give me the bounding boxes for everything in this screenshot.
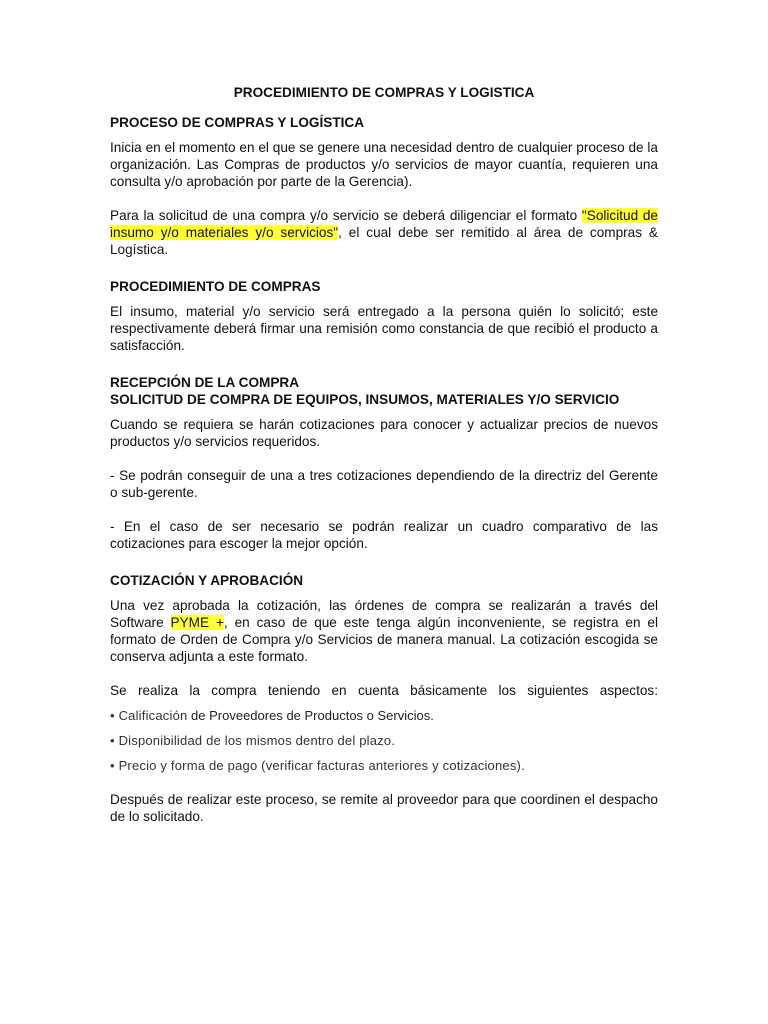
paragraph-inicia: Inicia en el momento en el que se genere una necesidad dentro de cualquier proceso de la organización. Las Compras de productos y/o servicios de mayor cuantía, requieren una consulta y/o aprobación por parte de la Gerencia). — [110, 140, 658, 189]
paragraph-solicitud — [110, 207, 658, 258]
paragraph-aspectos: Se realiza la compra teniendo en cuenta básicamente los siguientes aspectos: — [110, 683, 658, 698]
highlighted-software-name: PYME + — [170, 615, 224, 630]
section-heading-procedimiento: PROCEDIMIENTO DE COMPRAS — [110, 279, 321, 294]
list-item-calificacion-lead: • Calificación — [110, 708, 188, 723]
paragraph-ordenes-compra — [110, 597, 658, 665]
paragraph-cuadro-comparativo: - En el caso de ser necesario se podrán realizar un cuadro comparativo de las cotizaciones para escoger la mejor opción. — [110, 519, 658, 551]
paragraph-cotizaciones: Cuando se requiera se harán cotizaciones para conocer y actualizar precios de nuevos productos y/o servicios requeridos. — [110, 417, 658, 449]
highlighted-form-name: "Solicitud de insumo y/o materiales y/o servicios" — [110, 208, 658, 240]
document-title: PROCEDIMIENTO DE COMPRAS Y LOGISTICA — [233, 85, 535, 100]
list-item-disponibilidad: • Disponibilidad de los mismos dentro del plazo. — [110, 733, 396, 748]
list-item-precio: • Precio y forma de pago (verificar facturas anteriores y cotizaciones). — [110, 758, 525, 773]
section-heading-cotizacion: COTIZACIÓN Y APROBACIÓN — [110, 573, 304, 588]
paragraph-ordenes-end: , en caso de que este tenga algún inconveniente, se registra en el formato de Orden de Compra y/o Servicios de manera manual. La cotización escogida se conserva adjunta a este formato. — [110, 615, 659, 664]
section-heading-recepcion: RECEPCIÓN DE LA COMPRA — [110, 375, 300, 390]
paragraph-despacho: Después de realizar este proceso, se remite al proveedor para que coordinen el despacho de lo solicitado. — [110, 792, 658, 824]
paragraph-insumo: El insumo, material y/o servicio será entregado a la persona quién lo solicitó; este respectivamente deberá firmar una remisión como constancia de que recibió el producto a satisfacción. — [110, 304, 658, 353]
document-body — [110, 84, 658, 825]
paragraph-ordenes-start: Una vez aprobada la cotización, las órdenes de compra se realizarán a través del Software — [110, 598, 658, 630]
paragraph-solicitud-end: , el cual debe ser remitido al área de compras & Logística. — [110, 225, 658, 257]
section-heading-solicitud-compra: SOLICITUD DE COMPRA DE EQUIPOS, INSUMOS, MATERIALES Y/O SERVICIO — [110, 392, 620, 407]
list-item-calificacion-rest: de Proveedores de Productos o Servicios. — [187, 708, 434, 723]
paragraph-solicitud-start: Para la solicitud de una compra y/o servicio se deberá diligenciar el formato — [110, 208, 582, 223]
section-heading-proceso: PROCESO DE COMPRAS Y LOGÍSTICA — [110, 115, 365, 130]
paragraph-tres-cotizaciones: - Se podrán conseguir de una a tres cotizaciones dependiendo de la directriz del Gerente o sub-gerente. — [110, 468, 658, 500]
list-item-calificacion — [110, 707, 658, 724]
